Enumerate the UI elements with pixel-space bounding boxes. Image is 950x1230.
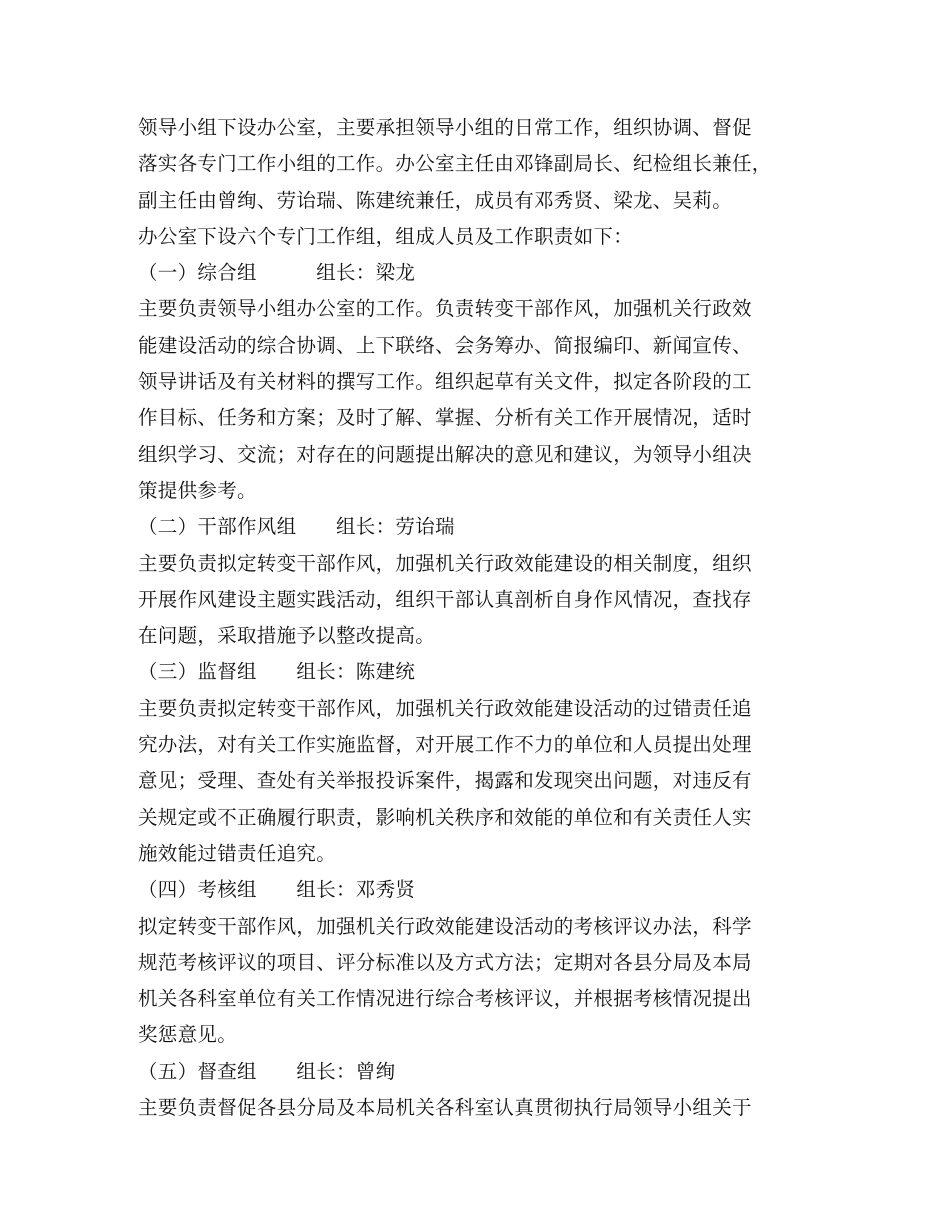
text-line: 主要负责督促各县分局及本局机关各科室认真贯彻执行局领导小组关于: [138, 1096, 752, 1120]
section-heading-ducha: （五）督查组 组长：曾绚: [138, 1059, 396, 1083]
text-line: 究办法，对有关工作实施监督，对开展工作不力的单位和人员提出处理: [138, 733, 752, 757]
section-heading-kaohe: （四）考核组 组长：邓秀贤: [138, 878, 416, 902]
section-heading-ganbu-zuofeng: （二）干部作风组 组长：劳诒瑞: [138, 515, 455, 539]
text-line: 开展作风建设主题实践活动，组织干部认真剖析自身作风情况，查找存: [138, 587, 752, 611]
text-line: 落实各专门工作小组的工作。办公室主任由邓锋副局长、纪检组长兼任，: [138, 152, 772, 176]
text-line: 副主任由曾绚、劳诒瑞、陈建统兼任，成员有邓秀贤、梁龙、吴莉。: [138, 188, 733, 212]
text-line: 办公室下设六个专门工作组，组成人员及工作职责如下：: [138, 224, 634, 248]
text-line: 策提供参考。: [138, 478, 257, 502]
text-line: 能建设活动的综合协调、上下联络、会务筹办、简报编印、新闻宣传、: [138, 333, 752, 357]
text-line: 施效能过错责任追究。: [138, 841, 337, 865]
text-line: 关规定或不正确履行职责，影响机关秩序和效能的单位和有关责任人实: [138, 805, 752, 829]
document-body: [138, 110, 828, 1126]
text-line: 拟定转变干部作风，加强机关行政效能建设活动的考核评议办法，科学: [138, 914, 752, 938]
text-line: 规范考核评议的项目、评分标准以及方式方法；定期对各县分局及本局: [138, 950, 752, 974]
text-line: 主要负责拟定转变干部作风，加强机关行政效能建设活动的过错责任追: [138, 696, 752, 720]
text-line: 主要负责拟定转变干部作风，加强机关行政效能建设的相关制度，组织: [138, 551, 752, 575]
text-line: 主要负责领导小组办公室的工作。负责转变干部作风，加强机关行政效: [138, 297, 752, 321]
text-line: 奖惩意见。: [138, 1023, 238, 1047]
text-line: 意见；受理、查处有关举报投诉案件，揭露和发现突出问题，对违反有: [138, 769, 752, 793]
text-line: 机关各科室单位有关工作情况进行综合考核评议，并根据考核情况提出: [138, 987, 752, 1011]
section-heading-jiandu: （三）监督组 组长：陈建统: [138, 660, 416, 684]
section-heading-zonghe: （一）综合组 组长：梁龙: [138, 261, 416, 285]
text-line: 领导讲话及有关材料的撰写工作。组织起草有关文件，拟定各阶段的工: [138, 370, 752, 394]
text-line: 组织学习、交流；对存在的问题提出解决的意见和建议，为领导小组决: [138, 442, 752, 466]
text-line: 作目标、任务和方案；及时了解、掌握、分析有关工作开展情况，适时: [138, 406, 752, 430]
text-line: 领导小组下设办公室，主要承担领导小组的日常工作，组织协调、督促: [138, 116, 752, 139]
text-line: 在问题，采取措施予以整改提高。: [138, 624, 436, 648]
